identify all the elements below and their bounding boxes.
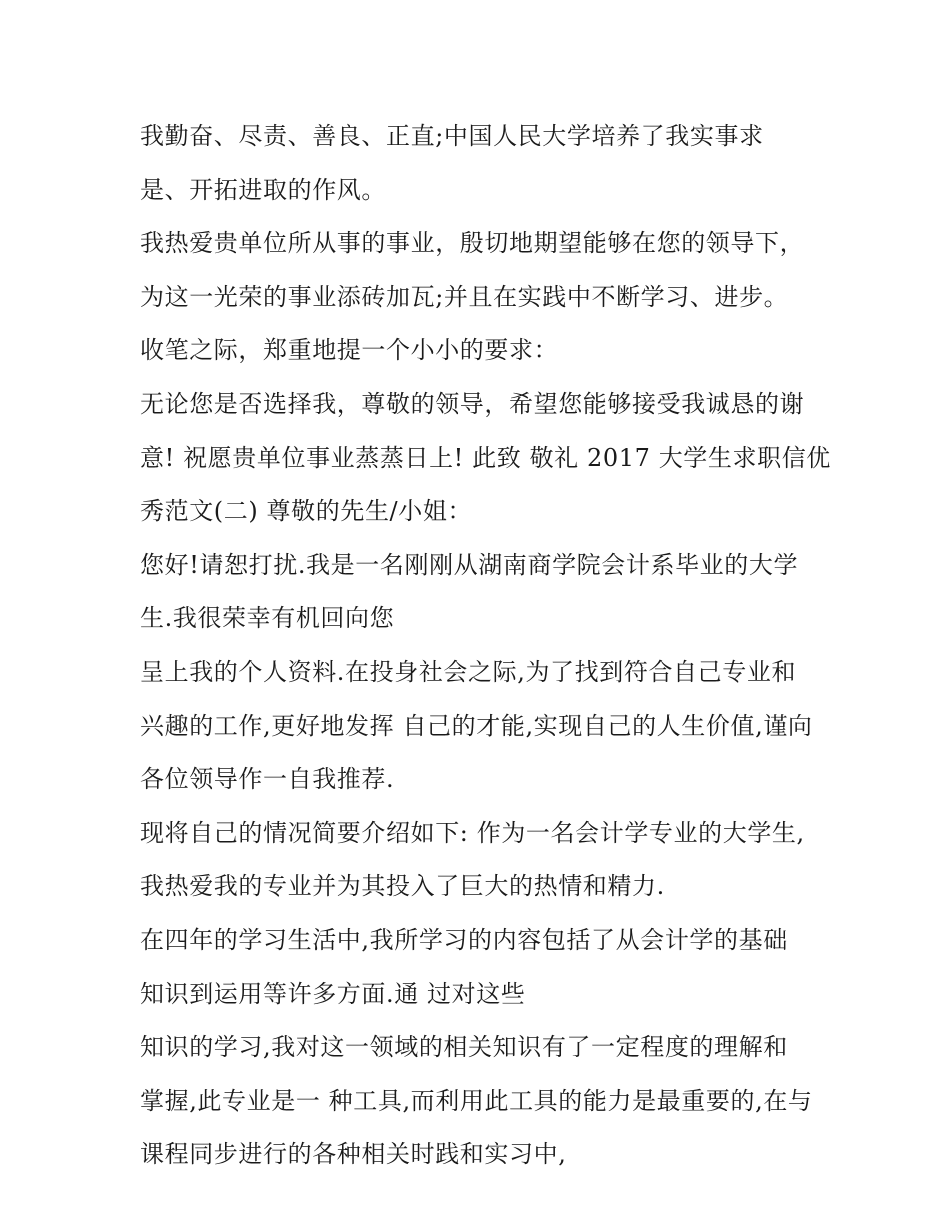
text-line: 在四年的学习生活中,我所学习的内容包括了从会计学的基础 [140, 925, 788, 954]
text-line: 知识到运用等许多方面.通 过对这些 [140, 979, 526, 1008]
text-line: 您好!请恕打扰.我是一名刚刚从湖南商学院会计系毕业的大学 [140, 550, 799, 579]
text-line: 知识的学习,我对这一领域的相关知识有了一定程度的理解和 [140, 1033, 788, 1062]
text-line: 掌握,此专业是一 种工具,而利用此工具的能力是最重要的,在与 [140, 1086, 813, 1115]
text-line: 是、开拓进取的作风。 [140, 175, 386, 204]
text-line: 为这一光荣的事业添砖加瓦;并且在实践中不断学习、进步。 [140, 282, 789, 311]
text-line: 意! 祝愿贵单位事业蒸蒸日上! 此致 敬礼 2017 大学生求职信优 [140, 443, 831, 472]
text-line: 无论您是否选择我，尊敬的领导，希望您能够接受我诚恳的谢 [140, 389, 805, 418]
text-line: 我勤奋、尽责、善良、正直;中国人民大学培养了我实事求 [140, 122, 764, 150]
text-line: 课程同步进行的各种相关时践和实习中, [140, 1140, 567, 1169]
text-line: 兴趣的工作,更好地发挥 自己的才能,实现自己的人生价值,谨向 [140, 711, 813, 740]
text-line: 呈上我的个人资料.在投身社会之际,为了找到符合自己专业和 [140, 657, 797, 686]
text-line: 现将自己的情况简要介绍如下: 作为一名会计学专业的大学生, [140, 818, 805, 847]
text-line: 收笔之际，郑重地提一个小小的要求： [140, 336, 559, 365]
text-line: 生.我很荣幸有机回向您 [140, 604, 395, 633]
document-body [140, 110, 830, 1182]
text-line: 各位领导作一自我推荐. [140, 765, 395, 794]
text-line: 我热爱贵单位所从事的事业，殷切地期望能够在您的领导下， [140, 229, 805, 258]
text-line: 秀范文(二) 尊敬的先生/小姐： [140, 497, 473, 526]
text-line: 我热爱我的专业并为其投入了巨大的热情和精力. [140, 872, 665, 901]
